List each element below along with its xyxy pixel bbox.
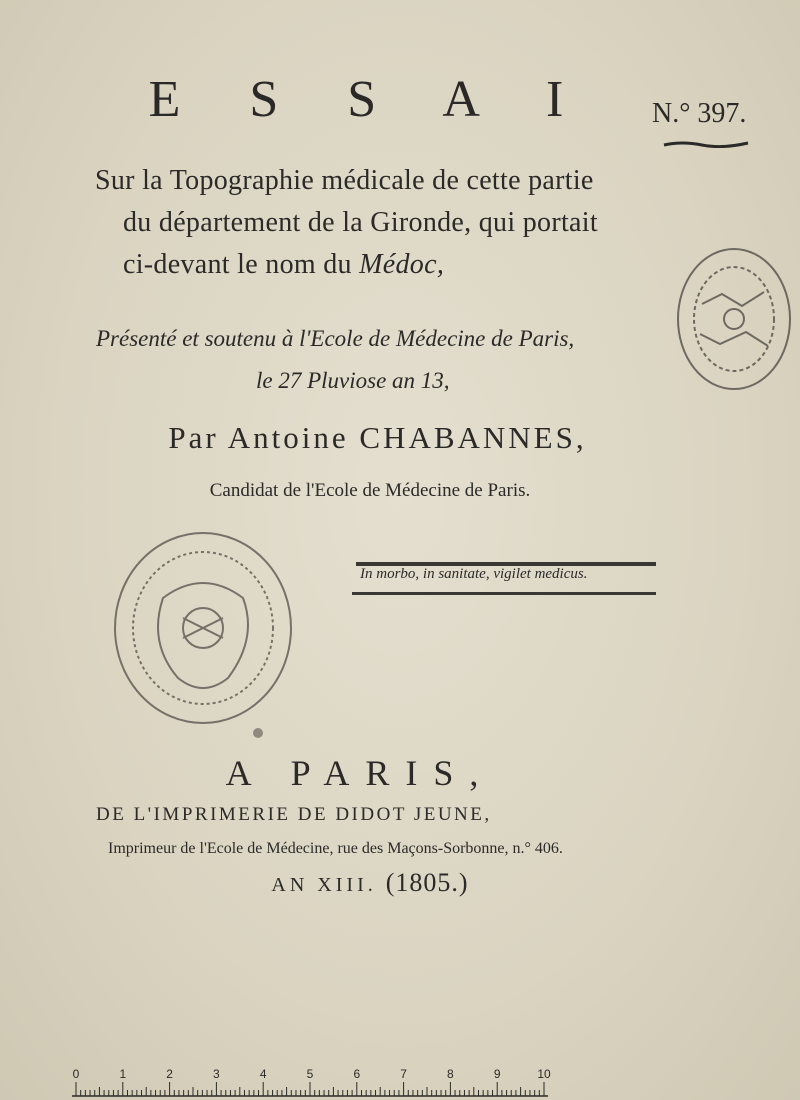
year-label: AN XIII. xyxy=(271,874,377,896)
candidate-line: Candidat de l'Ecole de Médecine de Paris. xyxy=(209,480,531,501)
author-line: Par Antoine CHABANNES, xyxy=(168,420,587,455)
scale-label: 8 xyxy=(447,1067,454,1081)
place-line: A PARIS, xyxy=(225,753,495,793)
measuring-scale xyxy=(60,1066,560,1098)
scale-label: 6 xyxy=(353,1067,361,1081)
motto: In morbo, in sanitate, vigilet medicus. xyxy=(360,566,588,582)
scale-label: 3 xyxy=(213,1067,220,1081)
subtitle-line-3-text: ci-devant le nom du xyxy=(123,249,360,280)
scale-label: 9 xyxy=(493,1067,501,1081)
scale-label: 2 xyxy=(166,1067,173,1081)
scale-label: 5 xyxy=(306,1067,314,1081)
subtitle-line-1: Sur la Topographie médicale de cette partie xyxy=(95,165,594,196)
seal-icon xyxy=(108,528,298,740)
subtitle-medoc: Médoc, xyxy=(359,249,445,280)
printer-detail: Imprimeur de l'Ecole de Médecine, rue des Maçons-Sorbonne, n.° 406. xyxy=(108,840,563,857)
scale-label: 1 xyxy=(119,1067,127,1081)
catalog-number: N.° 397. xyxy=(652,98,747,129)
year: (1805.) xyxy=(385,868,469,897)
presentation-line-2: le 27 Pluviose an 13, xyxy=(256,368,450,393)
essay-title: E S S A I xyxy=(148,71,592,128)
presentation-line-1: Présenté et soutenu à l'Ecole de Médecine de Paris, xyxy=(96,326,575,351)
subtitle xyxy=(95,160,675,286)
scale-label: 7 xyxy=(400,1067,407,1081)
date-line xyxy=(0,868,740,898)
presentation xyxy=(96,318,696,402)
subtitle-line-2: du département de la Gironde, qui portait xyxy=(123,207,598,238)
printer-line: DE L'IMPRIMERIE DE DIDOT JEUNE, xyxy=(96,804,492,825)
motto-rule-bottom xyxy=(352,592,656,595)
flourish-icon xyxy=(662,140,750,148)
scale-label: 10 xyxy=(537,1067,551,1081)
scale-label: 0 xyxy=(72,1067,80,1081)
subtitle-line-3 xyxy=(95,244,675,286)
scale-label: 4 xyxy=(259,1067,267,1081)
